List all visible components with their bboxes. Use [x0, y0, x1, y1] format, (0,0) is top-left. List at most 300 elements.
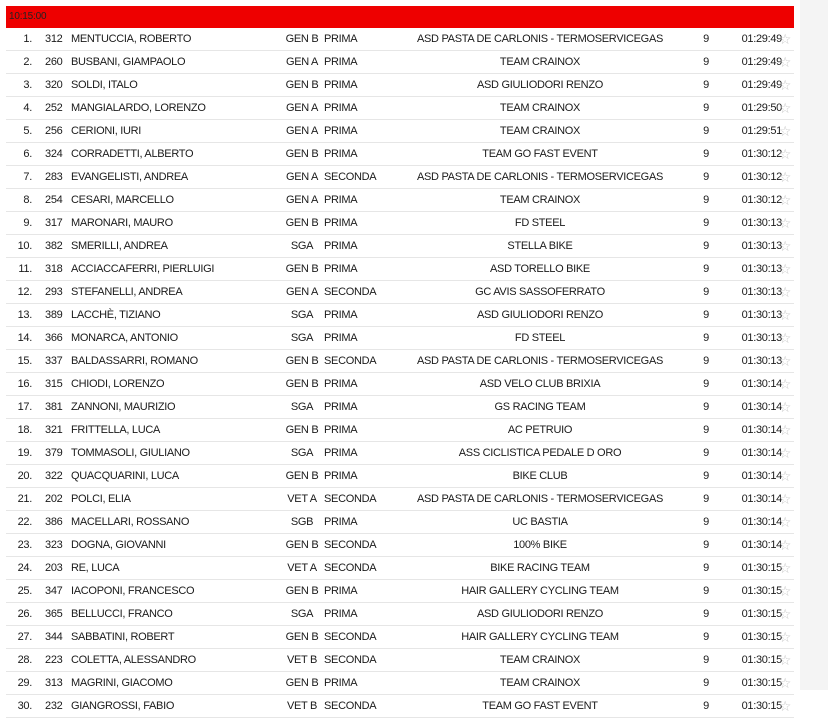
team-name: HAIR GALLERY CYCLING TEAM: [461, 585, 619, 597]
laps: 9: [703, 401, 709, 413]
team-name: ASD VELO CLUB BRIXIA: [479, 378, 601, 390]
bib-number: 252: [45, 102, 63, 114]
bib-number: 313: [45, 677, 63, 689]
position: 16.: [17, 378, 32, 390]
position: 8.: [23, 194, 32, 206]
result-row: [6, 649, 794, 672]
class: PRIMA: [324, 585, 358, 597]
class: PRIMA: [324, 309, 358, 321]
position: 22.: [17, 516, 32, 528]
bib-number: 260: [45, 56, 63, 68]
bib-number: 283: [45, 171, 63, 183]
laps: 9: [703, 631, 709, 643]
class: SECONDA: [324, 562, 377, 574]
team-name: HAIR GALLERY CYCLING TEAM: [461, 631, 619, 643]
rider-name: ACCIACCAFERRI, PIERLUIGI: [71, 263, 215, 275]
finish-time: 01:30:15: [741, 631, 782, 643]
finish-time: 01:30:12: [741, 194, 782, 206]
finish-time: 01:30:13: [741, 309, 782, 321]
bib-number: 323: [45, 539, 63, 551]
bib-number: 293: [45, 286, 63, 298]
result-row: [6, 235, 794, 258]
rider-name: MONARCA, ANTONIO: [71, 332, 178, 344]
laps: 9: [703, 148, 709, 160]
position: 13.: [17, 309, 32, 321]
position: 29.: [17, 677, 32, 689]
results-list: [6, 28, 794, 718]
position: 12.: [17, 286, 32, 298]
laps: 9: [703, 447, 709, 459]
position: 23.: [17, 539, 32, 551]
favorite-star-icon[interactable]: ☆: [778, 123, 792, 139]
result-row: [6, 603, 794, 626]
favorite-star-icon[interactable]: ☆: [778, 652, 792, 668]
team-name: ASD GIULIODORI RENZO: [476, 309, 604, 321]
category: VET A: [287, 493, 317, 505]
finish-time: 01:30:14: [741, 493, 782, 505]
result-row: [6, 350, 794, 373]
bib-number: 203: [45, 562, 63, 574]
team-name: ASD PASTA DE CARLONIS - TERMOSERVICEGAS: [416, 493, 664, 505]
team-name: GC AVIS SASSOFERRATO: [475, 286, 605, 298]
favorite-star-icon[interactable]: ☆: [778, 376, 792, 392]
class: SECONDA: [324, 286, 377, 298]
class: PRIMA: [324, 56, 358, 68]
rider-name: CHIODI, LORENZO: [71, 378, 165, 390]
position: 2.: [23, 56, 32, 68]
rider-name: CORRADETTI, ALBERTO: [71, 148, 194, 160]
rider-name: MAGRINI, GIACOMO: [71, 677, 173, 689]
favorite-star-icon[interactable]: ☆: [778, 698, 792, 714]
category: GEN B: [285, 470, 319, 482]
laps: 9: [703, 171, 709, 183]
bib-number: 318: [45, 263, 63, 275]
result-row: [6, 281, 794, 304]
result-row: [6, 488, 794, 511]
category: VET B: [286, 700, 318, 712]
favorite-star-icon[interactable]: ☆: [778, 445, 792, 461]
result-row: [6, 672, 794, 695]
result-row: [6, 373, 794, 396]
bib-number: 324: [45, 148, 63, 160]
bib-number: 254: [45, 194, 63, 206]
category: SGA: [290, 608, 314, 620]
favorite-star-icon[interactable]: ☆: [778, 606, 792, 622]
team-name: TEAM GO FAST EVENT: [482, 700, 598, 712]
class: SECONDA: [324, 700, 377, 712]
result-row: [6, 557, 794, 580]
laps: 9: [703, 585, 709, 597]
favorite-star-icon[interactable]: ☆: [778, 422, 792, 438]
result-row: [6, 304, 794, 327]
team-name: ASD GIULIODORI RENZO: [476, 608, 604, 620]
position: 6.: [23, 148, 32, 160]
category: SGB: [290, 516, 314, 528]
bib-number: 379: [45, 447, 63, 459]
result-row: [6, 465, 794, 488]
bib-number: 256: [45, 125, 63, 137]
bib-number: 389: [45, 309, 63, 321]
bib-number: 232: [45, 700, 63, 712]
bib-number: 202: [45, 493, 63, 505]
finish-time: 01:30:14: [741, 470, 782, 482]
category: GEN B: [285, 539, 319, 551]
laps: 9: [703, 608, 709, 620]
rider-name: CERIONI, IURI: [71, 125, 142, 137]
team-name: FD STEEL: [514, 332, 566, 344]
rider-name: CESARI, MARCELLO: [71, 194, 174, 206]
favorite-star-icon[interactable]: ☆: [778, 307, 792, 323]
bib-number: 366: [45, 332, 63, 344]
laps: 9: [703, 677, 709, 689]
position: 17.: [17, 401, 32, 413]
laps: 9: [703, 309, 709, 321]
rider-name: SOLDI, ITALO: [71, 79, 138, 91]
position: 18.: [17, 424, 32, 436]
team-name: TEAM CRAINOX: [499, 654, 581, 666]
team-name: ASD TORELLO BIKE: [490, 263, 590, 275]
position: 10.: [17, 240, 32, 252]
finish-time: 01:30:15: [741, 700, 782, 712]
favorite-star-icon[interactable]: ☆: [778, 284, 792, 300]
team-name: TEAM CRAINOX: [499, 194, 581, 206]
team-name: TEAM GO FAST EVENT: [482, 148, 598, 160]
rider-name: DOGNA, GIOVANNI: [71, 539, 166, 551]
team-name: UC BASTIA: [512, 516, 568, 528]
category: GEN A: [285, 56, 319, 68]
rider-name: COLETTA, ALESSANDRO: [71, 654, 196, 666]
laps: 9: [703, 700, 709, 712]
position: 21.: [17, 493, 32, 505]
finish-time: 01:30:15: [741, 677, 782, 689]
checkpoint-time: 10:15:00: [9, 11, 47, 22]
class: PRIMA: [324, 263, 358, 275]
team-name: ASD GIULIODORI RENZO: [476, 79, 604, 91]
finish-time: 01:30:13: [741, 263, 782, 275]
rider-name: IACOPONI, FRANCESCO: [71, 585, 195, 597]
result-row: [6, 74, 794, 97]
favorite-star-icon[interactable]: ☆: [778, 583, 792, 599]
position: 20.: [17, 470, 32, 482]
rider-name: BELLUCCI, FRANCO: [71, 608, 173, 620]
bib-number: 337: [45, 355, 63, 367]
result-row: [6, 28, 794, 51]
result-row: [6, 511, 794, 534]
finish-time: 01:29:49: [741, 56, 782, 68]
class: SECONDA: [324, 539, 377, 551]
finish-time: 01:29:51: [741, 125, 782, 137]
position: 26.: [17, 608, 32, 620]
class: PRIMA: [324, 378, 358, 390]
result-row: [6, 327, 794, 350]
position: 25.: [17, 585, 32, 597]
category: GEN B: [285, 79, 319, 91]
favorite-star-icon[interactable]: ☆: [778, 31, 792, 47]
rider-name: FRITTELLA, LUCA: [71, 424, 161, 436]
results-panel: [6, 6, 794, 718]
finish-time: 01:30:13: [741, 355, 782, 367]
result-row: [6, 419, 794, 442]
team-name: ASD PASTA DE CARLONIS - TERMOSERVICEGAS: [416, 33, 664, 45]
rider-name: EVANGELISTI, ANDREA: [71, 171, 188, 183]
laps: 9: [703, 562, 709, 574]
category: VET A: [287, 562, 317, 574]
category: SGA: [290, 401, 314, 413]
position: 5.: [23, 125, 32, 137]
position: 3.: [23, 79, 32, 91]
laps: 9: [703, 33, 709, 45]
laps: 9: [703, 378, 709, 390]
favorite-star-icon[interactable]: ☆: [778, 399, 792, 415]
laps: 9: [703, 493, 709, 505]
category: GEN A: [285, 102, 319, 114]
team-name: TEAM CRAINOX: [499, 677, 581, 689]
result-row: [6, 97, 794, 120]
rider-name: MENTUCCIA, ROBERTO: [71, 33, 192, 45]
team-name: TEAM CRAINOX: [499, 125, 581, 137]
category: SGA: [290, 309, 314, 321]
favorite-star-icon[interactable]: ☆: [778, 261, 792, 277]
result-row: [6, 534, 794, 557]
finish-time: 01:30:13: [741, 240, 782, 252]
laps: 9: [703, 332, 709, 344]
finish-time: 01:30:14: [741, 447, 782, 459]
team-name: ASS CICLISTICA PEDALE D ORO: [458, 447, 622, 459]
category: GEN A: [285, 194, 319, 206]
position: 15.: [17, 355, 32, 367]
favorite-star-icon[interactable]: ☆: [778, 353, 792, 369]
favorite-star-icon[interactable]: ☆: [778, 629, 792, 645]
result-row: [6, 396, 794, 419]
category: GEN B: [285, 33, 319, 45]
class: PRIMA: [324, 217, 358, 229]
class: PRIMA: [324, 401, 358, 413]
finish-time: 01:29:49: [741, 79, 782, 91]
class: PRIMA: [324, 125, 358, 137]
finish-time: 01:30:15: [741, 562, 782, 574]
rider-name: TOMMASOLI, GIULIANO: [71, 447, 190, 459]
favorite-star-icon[interactable]: ☆: [778, 330, 792, 346]
laps: 9: [703, 102, 709, 114]
position: 19.: [17, 447, 32, 459]
category: SGA: [290, 447, 314, 459]
finish-time: 01:30:15: [741, 585, 782, 597]
category: GEN A: [285, 171, 319, 183]
finish-time: 01:30:15: [741, 654, 782, 666]
team-name: TEAM CRAINOX: [499, 56, 581, 68]
team-name: BIKE RACING TEAM: [490, 562, 590, 574]
favorite-star-icon[interactable]: ☆: [778, 491, 792, 507]
bib-number: 322: [45, 470, 63, 482]
result-row: [6, 143, 794, 166]
laps: 9: [703, 263, 709, 275]
category: SGA: [290, 332, 314, 344]
category: GEN B: [285, 263, 319, 275]
result-row: [6, 258, 794, 281]
rider-name: MANGIALARDO, LORENZO: [71, 102, 206, 114]
team-name: ASD PASTA DE CARLONIS - TERMOSERVICEGAS: [416, 355, 664, 367]
bib-number: 381: [45, 401, 63, 413]
favorite-star-icon[interactable]: ☆: [778, 468, 792, 484]
favorite-star-icon[interactable]: ☆: [778, 514, 792, 530]
position: 1.: [23, 33, 32, 45]
result-row: [6, 120, 794, 143]
finish-time: 01:30:14: [741, 378, 782, 390]
team-name: 100% BIKE: [513, 539, 567, 551]
rider-name: BUSBANI, GIAMPAOLO: [71, 56, 186, 68]
result-row: [6, 442, 794, 465]
result-row: [6, 166, 794, 189]
checkpoint-time-header: [6, 6, 794, 28]
rider-name: SABBATINI, ROBERT: [71, 631, 175, 643]
favorite-star-icon[interactable]: ☆: [778, 537, 792, 553]
finish-time: 01:30:13: [741, 217, 782, 229]
rider-name: STEFANELLI, ANDREA: [71, 286, 183, 298]
class: PRIMA: [324, 677, 358, 689]
category: VET B: [286, 654, 318, 666]
result-row: [6, 626, 794, 649]
class: SECONDA: [324, 171, 377, 183]
rider-name: QUACQUARINI, LUCA: [71, 470, 179, 482]
favorite-star-icon[interactable]: ☆: [778, 192, 792, 208]
category: GEN A: [285, 125, 319, 137]
finish-time: 01:30:12: [741, 148, 782, 160]
bib-number: 320: [45, 79, 63, 91]
rider-name: BALDASSARRI, ROMANO: [71, 355, 198, 367]
position: 4.: [23, 102, 32, 114]
class: PRIMA: [324, 447, 358, 459]
laps: 9: [703, 217, 709, 229]
rider-name: MARONARI, MAURO: [71, 217, 173, 229]
bib-number: 347: [45, 585, 63, 597]
team-name: BIKE CLUB: [512, 470, 568, 482]
class: PRIMA: [324, 79, 358, 91]
position: 14.: [17, 332, 32, 344]
laps: 9: [703, 355, 709, 367]
category: SGA: [290, 240, 314, 252]
bib-number: 386: [45, 516, 63, 528]
favorite-star-icon[interactable]: ☆: [778, 100, 792, 116]
class: PRIMA: [324, 194, 358, 206]
finish-time: 01:30:14: [741, 401, 782, 413]
position: 9.: [23, 217, 32, 229]
category: GEN B: [285, 677, 319, 689]
bib-number: 312: [45, 33, 63, 45]
team-name: TEAM CRAINOX: [499, 102, 581, 114]
position: 11.: [18, 263, 32, 275]
finish-time: 01:30:13: [741, 332, 782, 344]
team-name: STELLA BIKE: [507, 240, 573, 252]
category: GEN B: [285, 217, 319, 229]
laps: 9: [703, 654, 709, 666]
position: 7.: [23, 171, 32, 183]
result-row: [6, 212, 794, 235]
class: PRIMA: [324, 332, 358, 344]
bib-number: 317: [45, 217, 63, 229]
category: GEN B: [285, 148, 319, 160]
rider-name: MACELLARI, ROSSANO: [71, 516, 190, 528]
result-row: [6, 189, 794, 212]
category: GEN B: [285, 424, 319, 436]
rider-name: GIANGROSSI, FABIO: [71, 700, 175, 712]
class: SECONDA: [324, 493, 377, 505]
class: PRIMA: [324, 102, 358, 114]
class: PRIMA: [324, 516, 358, 528]
category: GEN B: [285, 355, 319, 367]
team-name: GS RACING TEAM: [494, 401, 586, 413]
position: 28.: [17, 654, 32, 666]
team-name: AC PETRUIO: [507, 424, 573, 436]
result-row: [6, 51, 794, 74]
category: GEN B: [285, 585, 319, 597]
favorite-star-icon[interactable]: ☆: [778, 215, 792, 231]
team-name: FD STEEL: [514, 217, 566, 229]
favorite-star-icon[interactable]: ☆: [778, 54, 792, 70]
bib-number: 321: [45, 424, 63, 436]
laps: 9: [703, 470, 709, 482]
rider-name: ZANNONI, MAURIZIO: [71, 401, 176, 413]
bib-number: 344: [45, 631, 63, 643]
finish-time: 01:30:15: [741, 608, 782, 620]
position: 30.: [17, 700, 32, 712]
bib-number: 315: [45, 378, 63, 390]
laps: 9: [703, 125, 709, 137]
class: PRIMA: [324, 608, 358, 620]
rider-name: SMERILLI, ANDREA: [71, 240, 168, 252]
rider-name: RE, LUCA: [71, 562, 120, 574]
laps: 9: [703, 539, 709, 551]
page-side-margin: [800, 0, 828, 690]
laps: 9: [703, 516, 709, 528]
finish-time: 01:30:14: [741, 516, 782, 528]
favorite-star-icon[interactable]: ☆: [778, 560, 792, 576]
bib-number: 365: [45, 608, 63, 620]
class: SECONDA: [324, 355, 377, 367]
result-row: [6, 580, 794, 603]
class: PRIMA: [324, 148, 358, 160]
position: 27.: [17, 631, 32, 643]
favorite-star-icon[interactable]: ☆: [778, 77, 792, 93]
rider-name: LACCHÈ, TIZIANO: [71, 309, 161, 321]
laps: 9: [703, 79, 709, 91]
favorite-star-icon[interactable]: ☆: [778, 169, 792, 185]
class: PRIMA: [324, 424, 358, 436]
favorite-star-icon[interactable]: ☆: [778, 146, 792, 162]
bib-number: 223: [45, 654, 63, 666]
laps: 9: [703, 240, 709, 252]
category: GEN B: [285, 378, 319, 390]
laps: 9: [703, 424, 709, 436]
finish-time: 01:30:14: [741, 539, 782, 551]
result-row: [6, 695, 794, 718]
class: PRIMA: [324, 33, 358, 45]
finish-time: 01:30:13: [741, 286, 782, 298]
category: GEN A: [285, 286, 319, 298]
category: GEN B: [285, 631, 319, 643]
bib-number: 382: [45, 240, 63, 252]
favorite-star-icon[interactable]: ☆: [778, 675, 792, 691]
favorite-star-icon[interactable]: ☆: [778, 238, 792, 254]
position: 24.: [17, 562, 32, 574]
class: PRIMA: [324, 470, 358, 482]
class: SECONDA: [324, 654, 377, 666]
class: PRIMA: [324, 240, 358, 252]
laps: 9: [703, 56, 709, 68]
laps: 9: [703, 286, 709, 298]
rider-name: POLCI, ELIA: [71, 493, 131, 505]
laps: 9: [703, 194, 709, 206]
finish-time: 01:29:50: [741, 102, 782, 114]
